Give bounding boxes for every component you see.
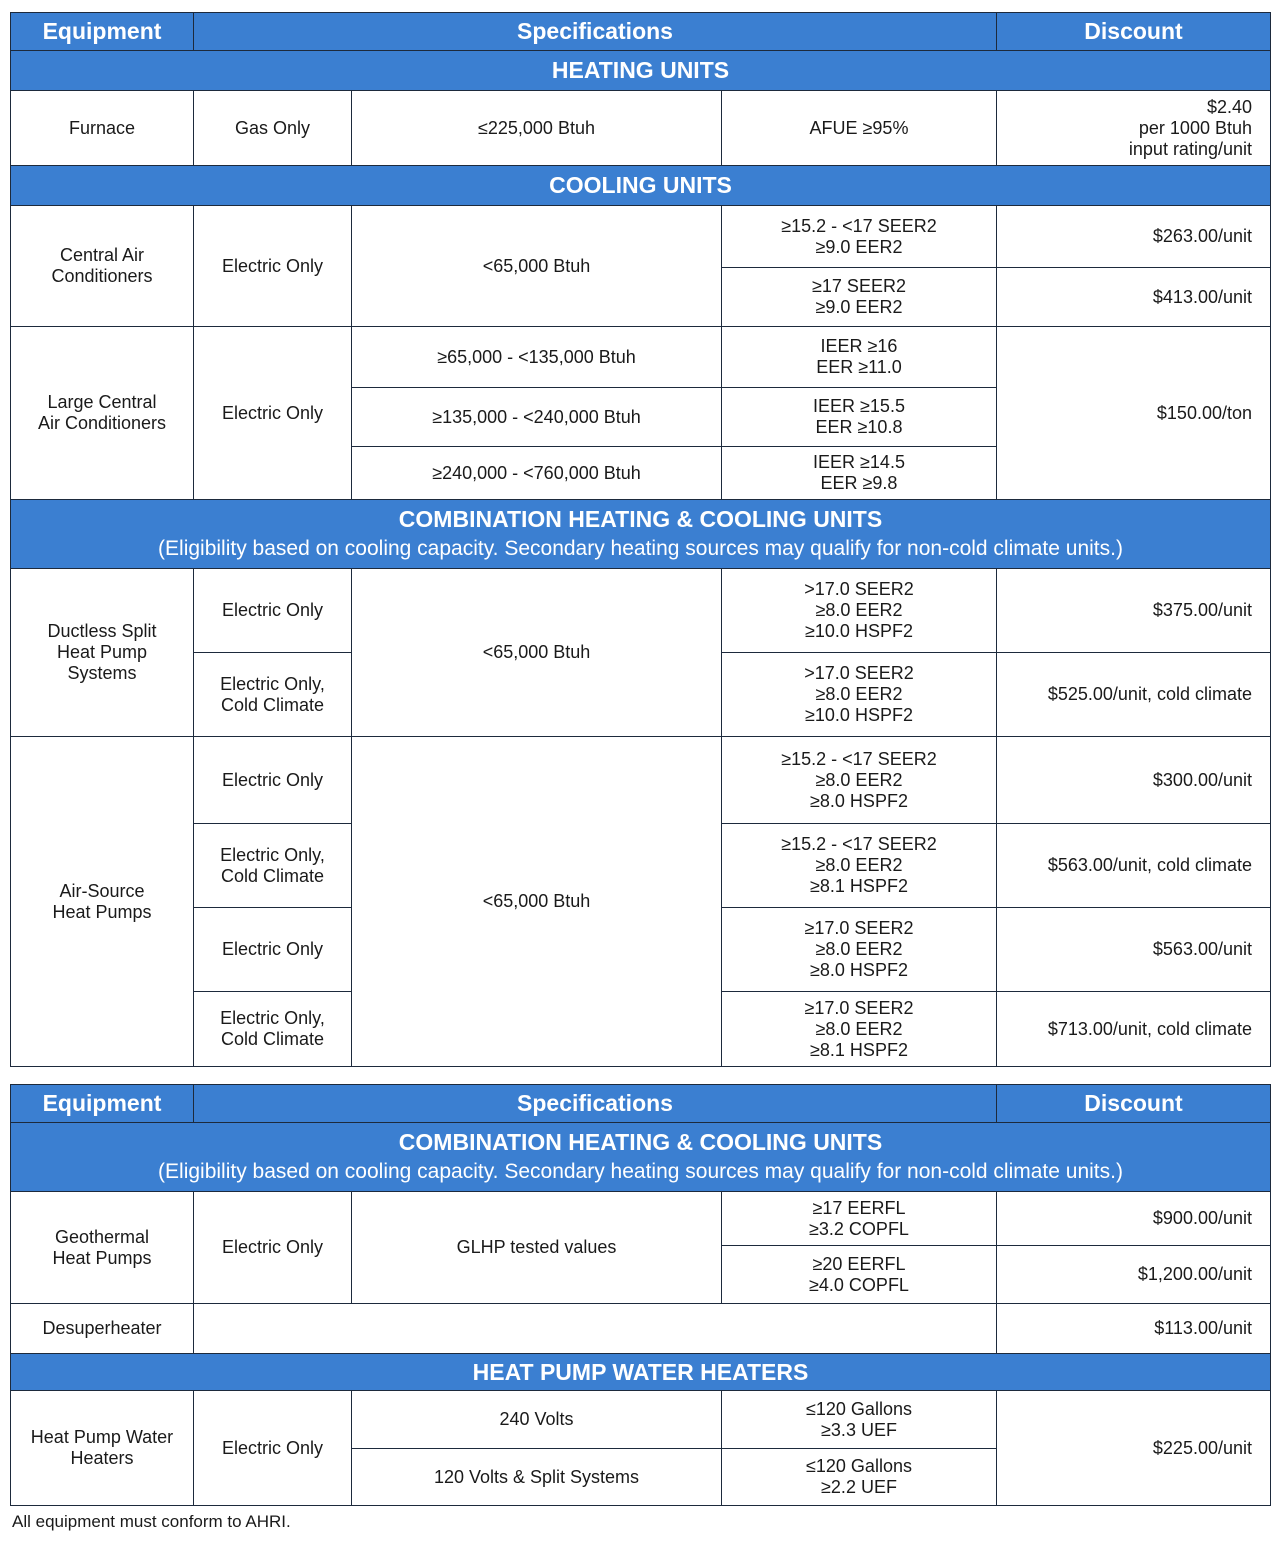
efficiency-cell: ≥15.2 - <17 SEER2 ≥8.0 EER2 ≥8.0 HSPF2 [722,737,997,824]
col-header-specifications: Specifications [194,1085,997,1123]
efficiency-cell: ≥17.0 SEER2 ≥8.0 EER2 ≥8.0 HSPF2 [722,908,997,992]
discount-cell: $2.40 per 1000 Btuh input rating/unit [997,91,1271,166]
capacity-cell: ≤225,000 Btuh [352,91,722,166]
discount-cell: $113.00/unit [997,1304,1271,1354]
capacity-cell: <65,000 Btuh [352,569,722,737]
col-header-equipment: Equipment [11,13,194,51]
discount-cell: $263.00/unit [997,206,1271,268]
efficiency-cell: ≥17.0 SEER2 ≥8.0 EER2 ≥8.1 HSPF2 [722,992,997,1067]
capacity-cell: <65,000 Btuh [352,737,722,1067]
type-cell: Electric Only [194,1391,352,1506]
efficiency-cell: AFUE ≥95% [722,91,997,166]
efficiency-cell: ≥20 EERFL ≥4.0 COPFL [722,1246,997,1304]
efficiency-cell: >17.0 SEER2 ≥8.0 EER2 ≥10.0 HSPF2 [722,653,997,737]
footnote: All equipment must conform to AHRI. [12,1512,291,1531]
table-row [11,737,1271,824]
discount-cell: $413.00/unit [997,268,1271,327]
efficiency-cell: ≥17 EERFL ≥3.2 COPFL [722,1192,997,1246]
header-row [11,13,1271,51]
section-title-cooling: COOLING UNITS [11,166,1271,206]
discount-cell: $225.00/unit [997,1391,1271,1506]
capacity-cell: 120 Volts & Split Systems [352,1449,722,1506]
section-title: COMBINATION HEATING & COOLING UNITS [398,1129,883,1155]
table-row [11,1391,1271,1449]
discount-cell: $713.00/unit, cold climate [997,992,1271,1067]
table-row [11,327,1271,388]
type-cell: Electric Only [194,327,352,500]
discount-cell: $1,200.00/unit [997,1246,1271,1304]
col-header-discount: Discount [997,13,1271,51]
section-title: COMBINATION HEATING & COOLING UNITS [398,506,883,532]
col-header-specifications: Specifications [194,13,997,51]
efficiency-cell: ≥15.2 - <17 SEER2 ≥9.0 EER2 [722,206,997,268]
rebate-table-1 [10,12,1271,1067]
efficiency-cell: IEER ≥16 EER ≥11.0 [722,327,997,388]
discount-cell: $563.00/unit [997,908,1271,992]
section-row-heating [11,51,1271,91]
capacity-cell: ≥65,000 - <135,000 Btuh [352,327,722,388]
section-title-combo [11,500,1271,569]
equipment-cell: Geothermal Heat Pumps [11,1192,194,1304]
efficiency-cell: >17.0 SEER2 ≥8.0 EER2 ≥10.0 HSPF2 [722,569,997,653]
type-cell: Electric Only, Cold Climate [194,653,352,737]
discount-cell: $300.00/unit [997,737,1271,824]
table-row [11,1304,1271,1354]
efficiency-cell: ≤120 Gallons ≥3.3 UEF [722,1391,997,1449]
equipment-cell: Desuperheater [11,1304,194,1354]
efficiency-cell: ≥17 SEER2 ≥9.0 EER2 [722,268,997,327]
section-subtitle: (Eligibility based on cooling capacity. Secondary heating sources may qualify for non-cold climate units.) [158,1160,1123,1183]
capacity-cell: <65,000 Btuh [352,206,722,327]
section-row-water-heaters [11,1354,1271,1391]
type-cell: Electric Only [194,908,352,992]
table-row [11,569,1271,653]
discount-cell: $375.00/unit [997,569,1271,653]
table-row [11,206,1271,268]
section-row-cooling [11,166,1271,206]
capacity-cell: 240 Volts [352,1391,722,1449]
section-row-combo [11,1123,1271,1192]
section-title-heating: HEATING UNITS [11,51,1271,91]
col-header-discount: Discount [997,1085,1271,1123]
type-cell: Electric Only [194,737,352,824]
section-title-combo [11,1123,1271,1192]
efficiency-cell: IEER ≥15.5 EER ≥10.8 [722,388,997,447]
discount-cell: $525.00/unit, cold climate [997,653,1271,737]
table-row [11,91,1271,166]
efficiency-cell: IEER ≥14.5 EER ≥9.8 [722,447,997,500]
capacity-cell: ≥135,000 - <240,000 Btuh [352,388,722,447]
section-row-combo [11,500,1271,569]
equipment-cell: Air-Source Heat Pumps [11,737,194,1067]
type-cell: Electric Only [194,206,352,327]
capacity-cell: ≥240,000 - <760,000 Btuh [352,447,722,500]
equipment-cell: Central Air Conditioners [11,206,194,327]
type-cell: Electric Only, Cold Climate [194,824,352,908]
equipment-cell: Heat Pump Water Heaters [11,1391,194,1506]
type-cell: Gas Only [194,91,352,166]
efficiency-cell: ≥15.2 - <17 SEER2 ≥8.0 EER2 ≥8.1 HSPF2 [722,824,997,908]
type-cell: Electric Only [194,569,352,653]
capacity-cell: GLHP tested values [352,1192,722,1304]
discount-cell: $150.00/ton [997,327,1271,500]
type-cell: Electric Only [194,1192,352,1304]
col-header-equipment: Equipment [11,1085,194,1123]
table-row [11,1192,1271,1246]
equipment-cell: Large Central Air Conditioners [11,327,194,500]
equipment-cell: Ductless Split Heat Pump Systems [11,569,194,737]
equipment-cell: Furnace [11,91,194,166]
rebate-table-2 [10,1084,1271,1506]
discount-cell: $563.00/unit, cold climate [997,824,1271,908]
discount-cell: $900.00/unit [997,1192,1271,1246]
header-row [11,1085,1271,1123]
empty-spec-cell [194,1304,997,1354]
efficiency-cell: ≤120 Gallons ≥2.2 UEF [722,1449,997,1506]
section-title-water-heaters: HEAT PUMP WATER HEATERS [11,1354,1271,1391]
section-subtitle: (Eligibility based on cooling capacity. Secondary heating sources may qualify for non-cold climate units.) [158,537,1123,560]
type-cell: Electric Only, Cold Climate [194,992,352,1067]
